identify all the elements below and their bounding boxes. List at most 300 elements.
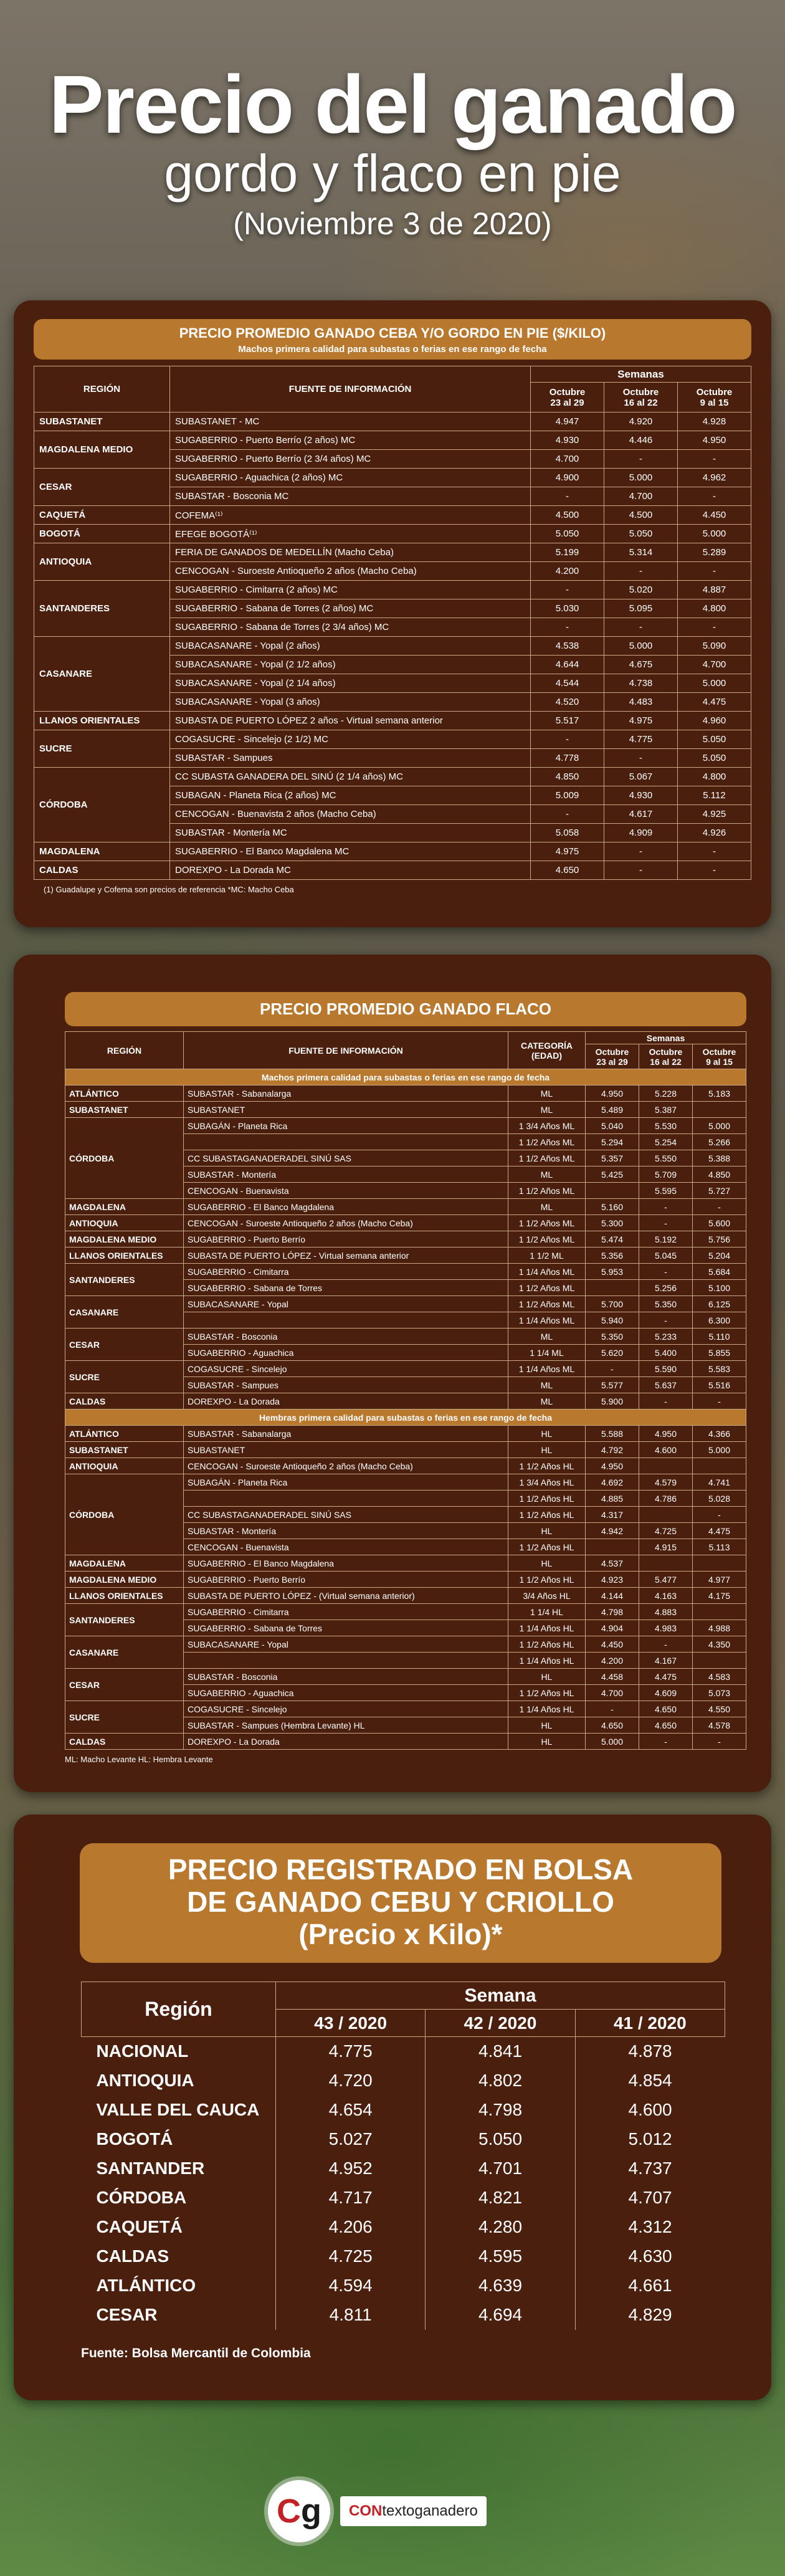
ceba-table [34, 366, 751, 880]
price-cell: 5.090 [678, 637, 751, 656]
price-cell: 4.617 [604, 805, 678, 824]
week-range: 23 al 29 [550, 397, 584, 408]
price-cell: 4.802 [426, 2066, 575, 2096]
ceba-row [34, 581, 751, 599]
bolsa-col-weeks: Semana [276, 1982, 725, 2010]
source-cell: DOREXPO - La Dorada [184, 1734, 508, 1750]
bolsa-row [82, 2301, 725, 2330]
region-cell: CAQUETÁ [82, 2213, 276, 2242]
source-cell: CENCOGAN - Suroeste Antioqueño 2 años (Macho Ceba) [184, 1458, 508, 1474]
ceba-row [34, 431, 751, 450]
price-cell: 5.228 [639, 1085, 693, 1102]
source-cell: SUGABERRIO - Sabana de Torres (2 3/4 años) MC [170, 618, 531, 637]
source-cell: SUGABERRIO - Sabana de Torres [184, 1620, 508, 1636]
price-cell: 5.289 [678, 543, 751, 562]
category-cell: 1 1/2 Años ML [508, 1134, 586, 1150]
price-cell: 5.045 [639, 1247, 693, 1264]
price-cell: 5.040 [586, 1118, 639, 1134]
category-cell: 1 1/2 Años HL [508, 1507, 586, 1523]
source-cell: SUBACASANARE - Yopal (3 años) [170, 693, 531, 712]
source-cell: SUBAGAN - Planeta Rica (2 años) MC [170, 786, 531, 805]
category-cell: 1 1/2 Años HL [508, 1572, 586, 1588]
price-cell: 4.792 [586, 1442, 639, 1458]
region-cell: BOGOTÁ [82, 2125, 276, 2154]
bolsa-banner [80, 1843, 721, 1963]
week-header [604, 383, 678, 413]
price-cell: 4.475 [639, 1669, 693, 1685]
price-cell: 4.167 [639, 1653, 693, 1669]
price-cell: - [639, 1734, 693, 1750]
price-cell: - [678, 842, 751, 861]
bolsa-title-2: DE GANADO CEBU Y CRIOLLO [187, 1886, 614, 1918]
price-cell: 5.000 [693, 1118, 746, 1134]
region-cell: NACIONAL [82, 2037, 276, 2066]
source-cell: CC SUBASTAGANADERADEL SINÚ SAS [184, 1507, 508, 1523]
price-cell: - [586, 1701, 639, 1717]
source-cell: SUBASTAR - Sampues [184, 1377, 508, 1393]
bolsa-row [82, 2037, 725, 2066]
category-cell: HL [508, 1669, 586, 1685]
source-cell: SUBASTAR - Montería MC [170, 824, 531, 842]
week-header: 43 / 2020 [276, 2010, 426, 2037]
price-cell: 4.925 [678, 805, 751, 824]
price-cell: 5.050 [678, 730, 751, 749]
source-cell [184, 1134, 508, 1150]
price-cell: - [678, 562, 751, 581]
region-cell: SUCRE [65, 1701, 184, 1734]
price-cell: 4.500 [531, 506, 604, 525]
price-cell: 4.650 [586, 1717, 639, 1734]
price-cell: 5.100 [693, 1280, 746, 1296]
week-header: 42 / 2020 [426, 2010, 575, 2037]
price-cell: 4.988 [693, 1620, 746, 1636]
main-subtitle: gordo y flaco en pie [164, 144, 621, 203]
report-date: (Noviembre 3 de 2020) [233, 206, 552, 241]
price-cell: 5.517 [531, 712, 604, 730]
region-cell: CASANARE [34, 637, 170, 712]
brand-name: CONtextoganadero [340, 2496, 487, 2526]
price-cell: 4.829 [628, 2305, 672, 2324]
flaco-table [65, 1031, 746, 1750]
price-cell: 4.163 [639, 1588, 693, 1604]
price-cell: 4.483 [604, 693, 678, 712]
price-cell: 5.600 [693, 1215, 746, 1231]
source-cell: COGASUCRE - Sincelejo [184, 1701, 508, 1717]
price-cell [693, 1604, 746, 1620]
price-cell: - [639, 1215, 693, 1231]
flaco-row [65, 1604, 746, 1620]
category-cell: ML [508, 1102, 586, 1118]
price-cell: 4.700 [531, 450, 604, 469]
price-cell: 4.579 [639, 1474, 693, 1491]
brand-logo [268, 2480, 487, 2542]
category-cell: 1 1/2 ML [508, 1247, 586, 1264]
price-cell: - [639, 1312, 693, 1329]
price-cell: 5.294 [586, 1134, 639, 1150]
price-cell: 5.900 [586, 1393, 639, 1410]
category-cell: 1 1/2 Años ML [508, 1215, 586, 1231]
category-cell: 3/4 Años HL [508, 1588, 586, 1604]
source-cell: SUBASTAR - Montería [184, 1166, 508, 1183]
category-cell: HL [508, 1555, 586, 1572]
category-cell: ML [508, 1329, 586, 1345]
source-cell: CENCOGAN - Buenavista [184, 1539, 508, 1555]
source-cell: SUBACASANARE - Yopal [184, 1636, 508, 1653]
price-cell: 4.952 [276, 2154, 426, 2183]
price-cell: 5.058 [531, 824, 604, 842]
region-cell: LLANOS ORIENTALES [34, 712, 170, 730]
region-cell: SUCRE [65, 1361, 184, 1393]
price-cell: 5.199 [531, 543, 604, 562]
price-cell: 5.940 [586, 1312, 639, 1329]
region-cell: ANTIOQUIA [65, 1458, 184, 1474]
price-cell: 4.675 [604, 656, 678, 674]
price-cell: 4.280 [426, 2213, 575, 2242]
source-cell: SUBASTA DE PUERTO LÓPEZ - Virtual semana anterior [184, 1247, 508, 1264]
flaco-row [65, 1329, 746, 1345]
week-header [531, 383, 604, 413]
price-cell: 5.030 [531, 599, 604, 618]
price-cell: 4.841 [426, 2037, 575, 2066]
region-cell: CASANARE [65, 1636, 184, 1669]
price-cell: 4.700 [604, 487, 678, 506]
source-cell: SUBACASANARE - Yopal (2 años) [170, 637, 531, 656]
price-cell: 5.095 [604, 599, 678, 618]
flaco-section-header [65, 1069, 746, 1085]
source-cell: CENCOGAN - Suroeste Antioqueño 2 años (Macho Ceba) [184, 1215, 508, 1231]
ceba-row [34, 768, 751, 786]
price-cell [639, 1555, 693, 1572]
price-cell: 4.692 [586, 1474, 639, 1491]
category-cell: 1 1/4 ML [508, 1345, 586, 1361]
price-cell: 5.050 [531, 525, 604, 543]
price-cell: - [604, 450, 678, 469]
price-cell: 4.694 [426, 2301, 575, 2330]
region-cell: MAGDALENA [65, 1555, 184, 1572]
ceba-row [34, 637, 751, 656]
price-cell: - [693, 1507, 746, 1523]
price-cell: 5.388 [693, 1150, 746, 1166]
bolsa-row [82, 2213, 725, 2242]
category-cell: ML [508, 1393, 586, 1410]
category-cell: 1 1/2 Años ML [508, 1296, 586, 1312]
source-cell: SUBASTANET [184, 1442, 508, 1458]
price-cell: 4.600 [639, 1442, 693, 1458]
source-cell: SUBASTANET - MC [170, 413, 531, 431]
flaco-row [65, 1572, 746, 1588]
price-cell: 5.855 [693, 1345, 746, 1361]
price-cell: 4.500 [604, 506, 678, 525]
price-cell: 5.113 [693, 1539, 746, 1555]
flaco-row [65, 1636, 746, 1653]
price-cell: 4.700 [586, 1685, 639, 1701]
ceba-panel [14, 300, 771, 927]
flaco-row [65, 1734, 746, 1750]
price-cell: 4.883 [639, 1604, 693, 1620]
price-cell: 4.930 [531, 431, 604, 450]
price-cell [693, 1555, 746, 1572]
price-cell: 4.947 [531, 413, 604, 431]
region-cell: CALDAS [34, 861, 170, 880]
price-cell: 5.020 [604, 581, 678, 599]
price-cell: 4.786 [639, 1491, 693, 1507]
region-cell: CESAR [65, 1669, 184, 1701]
price-cell: - [604, 749, 678, 768]
category-cell: 1 1/4 HL [508, 1604, 586, 1620]
week-month: Octubre [696, 386, 733, 398]
source-cell: SUGABERRIO - Aguachica (2 años) MC [170, 469, 531, 487]
region-cell: BOGOTÁ [34, 525, 170, 543]
source-cell: SUGABERRIO - Cimitarra [184, 1604, 508, 1620]
price-cell: 4.950 [586, 1458, 639, 1474]
price-cell: 4.923 [586, 1572, 639, 1588]
bolsa-title-1: PRECIO REGISTRADO EN BOLSA [168, 1853, 634, 1886]
price-cell: 4.725 [639, 1523, 693, 1539]
price-cell: 4.930 [604, 786, 678, 805]
price-cell: 4.700 [678, 656, 751, 674]
price-cell: 4.200 [531, 562, 604, 581]
price-cell: 4.317 [586, 1507, 639, 1523]
category-cell: HL [508, 1426, 586, 1442]
flaco-banner [65, 992, 746, 1026]
price-cell: - [693, 1199, 746, 1215]
source-cell: SUBACASANARE - Yopal (2 1/2 años) [170, 656, 531, 674]
price-cell: 4.717 [276, 2183, 426, 2213]
price-cell: 5.067 [604, 768, 678, 786]
source-cell: SUBASTAR - Montería [184, 1523, 508, 1539]
price-cell: 4.707 [628, 2188, 672, 2207]
price-cell: 4.520 [531, 693, 604, 712]
flaco-row [65, 1361, 746, 1377]
region-cell: SANTANDER [82, 2154, 276, 2183]
price-cell: 5.595 [639, 1183, 693, 1199]
bolsa-title-3: (Precio x Kilo)* [298, 1918, 503, 1950]
category-cell: HL [508, 1734, 586, 1750]
category-cell: 1 1/4 Años ML [508, 1264, 586, 1280]
flaco-section-header [65, 1410, 746, 1426]
price-cell [693, 1102, 746, 1118]
price-cell: 5.356 [586, 1247, 639, 1264]
flaco-col-source: FUENTE DE INFORMACIÓN [184, 1032, 508, 1069]
region-cell: MAGDALENA MEDIO [65, 1572, 184, 1588]
source-cell: SUGABERRIO - El Banco Magdalena [184, 1199, 508, 1215]
price-cell: - [678, 450, 751, 469]
price-cell [639, 1458, 693, 1474]
price-cell: 4.811 [276, 2301, 426, 2330]
source-cell: SUGABERRIO - Aguachica [184, 1345, 508, 1361]
source-cell: SUGABERRIO - Cimitarra [184, 1264, 508, 1280]
price-cell: 4.475 [693, 1523, 746, 1539]
price-cell: 5.620 [586, 1345, 639, 1361]
week-header [678, 383, 751, 413]
price-cell: 4.550 [693, 1701, 746, 1717]
price-cell [693, 1653, 746, 1669]
ceba-banner [34, 319, 751, 360]
price-cell: 4.778 [531, 749, 604, 768]
source-cell: CC SUBASTAGANADERADEL SINÚ SAS [184, 1150, 508, 1166]
category-cell: 1 1/4 Años HL [508, 1653, 586, 1669]
source-cell: SUBASTAR - Sabanalarga [184, 1426, 508, 1442]
price-cell: 5.000 [586, 1734, 639, 1750]
source-cell: SUBACASANARE - Yopal (2 1/4 años) [170, 674, 531, 693]
flaco-row [65, 1118, 746, 1134]
category-cell: 1 3/4 Años ML [508, 1118, 586, 1134]
week-range: 9 al 15 [706, 1056, 733, 1067]
price-cell: 5.204 [693, 1247, 746, 1264]
category-cell: ML [508, 1199, 586, 1215]
price-cell: 5.000 [693, 1442, 746, 1458]
price-cell: 4.350 [693, 1636, 746, 1653]
price-cell: 4.720 [276, 2066, 426, 2096]
price-cell: 5.192 [639, 1231, 693, 1247]
price-cell: 4.960 [678, 712, 751, 730]
flaco-col-weeks: Semanas [586, 1032, 746, 1044]
region-cell: CAQUETÁ [34, 506, 170, 525]
region-cell: SANTANDERES [65, 1264, 184, 1296]
price-cell: 6.300 [693, 1312, 746, 1329]
flaco-note: ML: Macho Levante HL: Hembra Levante [65, 1755, 213, 1764]
price-cell: - [639, 1636, 693, 1653]
region-cell: CASANARE [65, 1296, 184, 1329]
price-cell: 5.637 [639, 1377, 693, 1393]
price-cell: 4.537 [586, 1555, 639, 1572]
price-cell: 5.700 [586, 1296, 639, 1312]
bolsa-row [82, 2066, 725, 2096]
price-cell: 5.400 [639, 1345, 693, 1361]
category-cell: 1 1/2 Años ML [508, 1231, 586, 1247]
price-cell: 4.775 [276, 2037, 426, 2066]
price-cell: - [678, 487, 751, 506]
source-cell: SUGABERRIO - Aguachica [184, 1685, 508, 1701]
source-cell: CENCOGAN - Buenavista 2 años (Macho Ceba) [170, 805, 531, 824]
bolsa-row [82, 2096, 725, 2125]
week-month: Octubre [549, 386, 586, 398]
category-cell: 1 1/4 Años HL [508, 1701, 586, 1717]
source-cell: DOREXPO - La Dorada [184, 1393, 508, 1410]
ceba-row [34, 413, 751, 431]
source-cell: COGASUCRE - Sincelejo [184, 1361, 508, 1377]
category-cell: 1 1/2 Años HL [508, 1539, 586, 1555]
price-cell: 4.144 [586, 1588, 639, 1604]
price-cell: - [604, 861, 678, 880]
source-cell: SUBASTAR - Sampues (Hembra Levante) HL [184, 1717, 508, 1734]
price-cell: 4.800 [678, 599, 751, 618]
price-cell: 5.588 [586, 1426, 639, 1442]
price-cell [639, 1507, 693, 1523]
price-cell: 4.475 [678, 693, 751, 712]
source-cell: EFEGE BOGOTÁ⁽¹⁾ [170, 525, 531, 543]
region-cell: SUBASTANET [65, 1442, 184, 1458]
ceba-row [34, 712, 751, 730]
region-cell: CÓRDOBA [65, 1474, 184, 1555]
flaco-panel [14, 955, 771, 1792]
week-range: 16 al 22 [650, 1056, 682, 1067]
region-cell: LLANOS ORIENTALES [65, 1588, 184, 1604]
price-cell: 5.516 [693, 1377, 746, 1393]
price-cell: 5.183 [693, 1085, 746, 1102]
price-cell: 4.854 [628, 2071, 672, 2090]
week-header [693, 1044, 746, 1069]
source-cell [184, 1653, 508, 1669]
region-cell: SANTANDERES [65, 1604, 184, 1636]
price-cell: 5.000 [604, 469, 678, 487]
price-cell: 4.950 [586, 1085, 639, 1102]
week-header [586, 1044, 639, 1069]
source-cell: SUGABERRIO - Cimitarra (2 años) MC [170, 581, 531, 599]
cg-logo-icon: C g [268, 2480, 330, 2542]
region-cell: CESAR [65, 1329, 184, 1361]
price-cell: 4.366 [693, 1426, 746, 1442]
price-cell: 4.650 [531, 861, 604, 880]
price-cell: 4.887 [678, 581, 751, 599]
price-cell: 4.775 [604, 730, 678, 749]
region-cell: SUCRE [34, 730, 170, 768]
price-cell: 4.737 [628, 2159, 672, 2178]
price-cell: 5.160 [586, 1199, 639, 1215]
price-cell: 5.000 [678, 674, 751, 693]
price-cell: 6.125 [693, 1296, 746, 1312]
region-cell: CALDAS [82, 2242, 276, 2271]
price-cell: 5.709 [639, 1166, 693, 1183]
region-cell: CESAR [82, 2301, 276, 2330]
price-cell: 4.639 [426, 2271, 575, 2301]
price-cell: 4.661 [628, 2276, 672, 2295]
region-cell: SANTANDERES [34, 581, 170, 637]
flaco-row [65, 1296, 746, 1312]
source-cell: SUBASTAR - Sampues [170, 749, 531, 768]
source-cell: COFEMA⁽¹⁾ [170, 506, 531, 525]
price-cell: 4.458 [586, 1669, 639, 1685]
price-cell: 4.450 [678, 506, 751, 525]
col-region: REGIÓN [34, 366, 170, 413]
price-cell: - [639, 1393, 693, 1410]
week-header: 41 / 2020 [575, 2010, 725, 2037]
region-cell: CALDAS [65, 1393, 184, 1410]
source-cell: DOREXPO - La Dorada MC [170, 861, 531, 880]
flaco-col-cat: CATEGORÍA (EDAD) [508, 1032, 586, 1069]
col-weeks: Semanas [531, 366, 751, 383]
price-cell: 5.300 [586, 1215, 639, 1231]
price-cell: 4.630 [628, 2246, 672, 2266]
price-cell: 4.206 [276, 2213, 426, 2242]
price-cell: 4.850 [531, 768, 604, 786]
price-cell: - [678, 861, 751, 880]
price-cell: 4.595 [426, 2242, 575, 2271]
price-cell: 5.489 [586, 1102, 639, 1118]
week-month: Octubre [595, 1046, 629, 1057]
price-cell: 5.009 [531, 786, 604, 805]
price-cell: 4.926 [678, 824, 751, 842]
price-cell: 5.050 [604, 525, 678, 543]
source-cell: SUGABERRIO - Puerto Berrío [184, 1572, 508, 1588]
category-cell: ML [508, 1166, 586, 1183]
week-month: Octubre [622, 386, 659, 398]
ceba-row [34, 543, 751, 562]
bolsa-source: Fuente: Bolsa Mercantil de Colombia [81, 2345, 311, 2360]
price-cell: 4.650 [639, 1701, 693, 1717]
flaco-row [65, 1264, 746, 1280]
price-cell: 4.446 [604, 431, 678, 450]
price-cell: 5.350 [586, 1329, 639, 1345]
price-cell: 5.027 [276, 2125, 426, 2154]
price-cell: 5.530 [639, 1118, 693, 1134]
price-cell: 5.357 [586, 1150, 639, 1166]
section-label: Machos primera calidad para subastas o ferias en ese rango de fecha [65, 1069, 746, 1085]
price-cell: 4.928 [678, 413, 751, 431]
price-cell: 4.600 [628, 2100, 672, 2119]
region-cell: CÓRDOBA [82, 2183, 276, 2213]
category-cell: 1 1/4 Años ML [508, 1361, 586, 1377]
